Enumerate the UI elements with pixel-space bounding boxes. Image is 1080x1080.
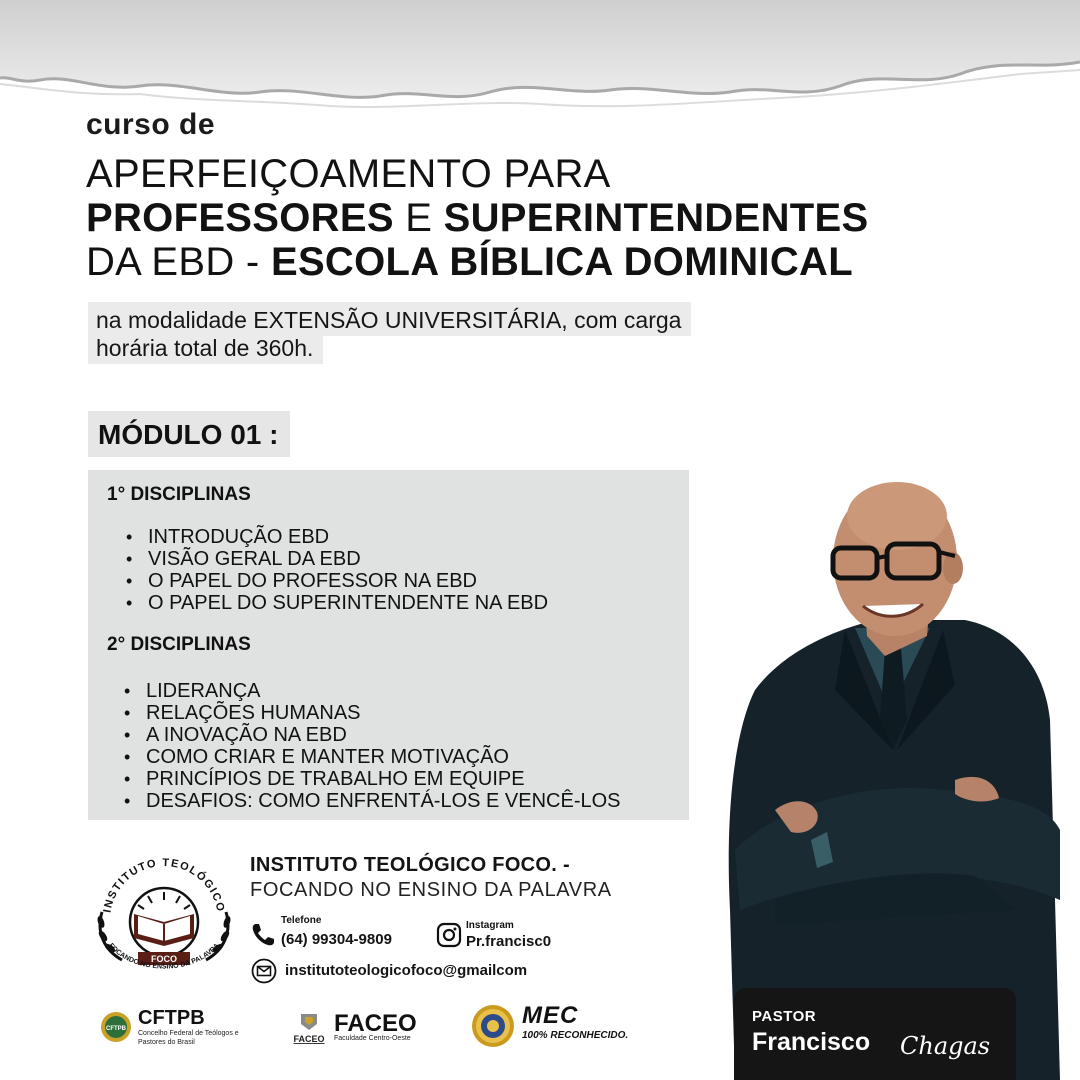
speaker-badge (734, 988, 1016, 1080)
faceo-mark-text: FACEO (293, 1034, 325, 1044)
institute-name: INSTITUTO TEOLÓGICO FOCO. - (250, 854, 570, 876)
mec-subtitle: 100% RECONHECIDO. (522, 1030, 629, 1041)
modality-note (88, 302, 691, 364)
faceo-name: FACEO (334, 1010, 417, 1037)
list-item: • LIDERANÇA (124, 680, 621, 702)
cftpb-seal-icon (100, 1011, 132, 1043)
title-line1: APERFEIÇOAMENTO PARA (86, 152, 611, 196)
phone-icon (250, 922, 276, 948)
modality-line2: horária total de 360h. (88, 336, 323, 364)
title-escola-biblica: ESCOLA BÍBLICA DOMINICAL (270, 240, 853, 284)
list-item: • COMO CRIAR E MANTER MOTIVAÇÃO (124, 746, 621, 768)
institute-logo (88, 848, 240, 980)
logo-foco-text: FOCO (151, 954, 177, 964)
list-item: • O PAPEL DO SUPERINTENDENTE NA EBD (126, 592, 548, 614)
disciplines-panel (88, 470, 689, 820)
title-professores: PROFESSORES (86, 196, 394, 240)
email-icon (251, 958, 277, 984)
mec-name: MEC (522, 1002, 579, 1029)
cftpb-name: CFTPB (138, 1007, 205, 1029)
cftpb-subtitle: Concelho Federal de Teólogos e Pastores do Brasil (138, 1030, 239, 1046)
module-label: MÓDULO 01 : (88, 411, 290, 457)
course-intro: curso de (86, 108, 216, 141)
instagram-handle[interactable]: Pr.francisc0 (466, 933, 552, 950)
discipline-group-1-list (126, 526, 548, 614)
phone-number[interactable]: (64) 99304-9809 (281, 931, 392, 948)
discipline-group-2-list (124, 680, 621, 812)
mec-seal-icon (471, 1004, 515, 1048)
list-item: • INTRODUÇÃO EBD (126, 526, 548, 548)
title-conjunction: E (393, 196, 444, 240)
list-item: • RELAÇÕES HUMANAS (124, 702, 621, 724)
list-item: • DESAFIOS: COMO ENFRENTÁ-LOS E VENCÊ-LOS (124, 790, 621, 812)
logo-arc-bottom: FOCANDO NO ENSINO DA PALAVRA (107, 942, 221, 971)
course-title (86, 152, 868, 284)
list-item: • PRINCÍPIOS DE TRABALHO EM EQUIPE (124, 768, 621, 790)
list-item: • VISÃO GERAL DA EBD (126, 548, 548, 570)
phone-label: Telefone (281, 915, 322, 926)
list-item: • A INOVAÇÃO NA EBD (124, 724, 621, 746)
institute-tagline: FOCANDO NO ENSINO DA PALAVRA (250, 879, 612, 901)
faceo-subtitle: Faculdade Centro-Oeste (334, 1035, 411, 1042)
discipline-group-2-title: 2° DISCIPLINAS (107, 634, 251, 655)
list-item: • O PAPEL DO PROFESSOR NA EBD (126, 570, 548, 592)
title-superintendentes: SUPERINTENDENTES (443, 196, 869, 240)
instagram-label: Instagram (466, 920, 514, 931)
speaker-signature: Chagas (900, 1032, 991, 1060)
speaker-name: Francisco (752, 1028, 871, 1056)
title-ebd-prefix: DA EBD - (86, 240, 271, 284)
logo-arc-top: INSTITUTO TEOLÓGICO (101, 856, 227, 914)
speaker-role: PASTOR (752, 1008, 817, 1025)
cftpb-seal-text: CFTPB (106, 1026, 126, 1032)
discipline-group-1-title: 1° DISCIPLINAS (107, 484, 251, 505)
instagram-icon (436, 922, 462, 948)
faceo-logo-icon (289, 1012, 329, 1044)
email-address[interactable]: institutoteologicofoco@gmailcom (285, 962, 528, 979)
modality-line1: na modalidade EXTENSÃO UNIVERSITÁRIA, com carga (88, 302, 691, 336)
